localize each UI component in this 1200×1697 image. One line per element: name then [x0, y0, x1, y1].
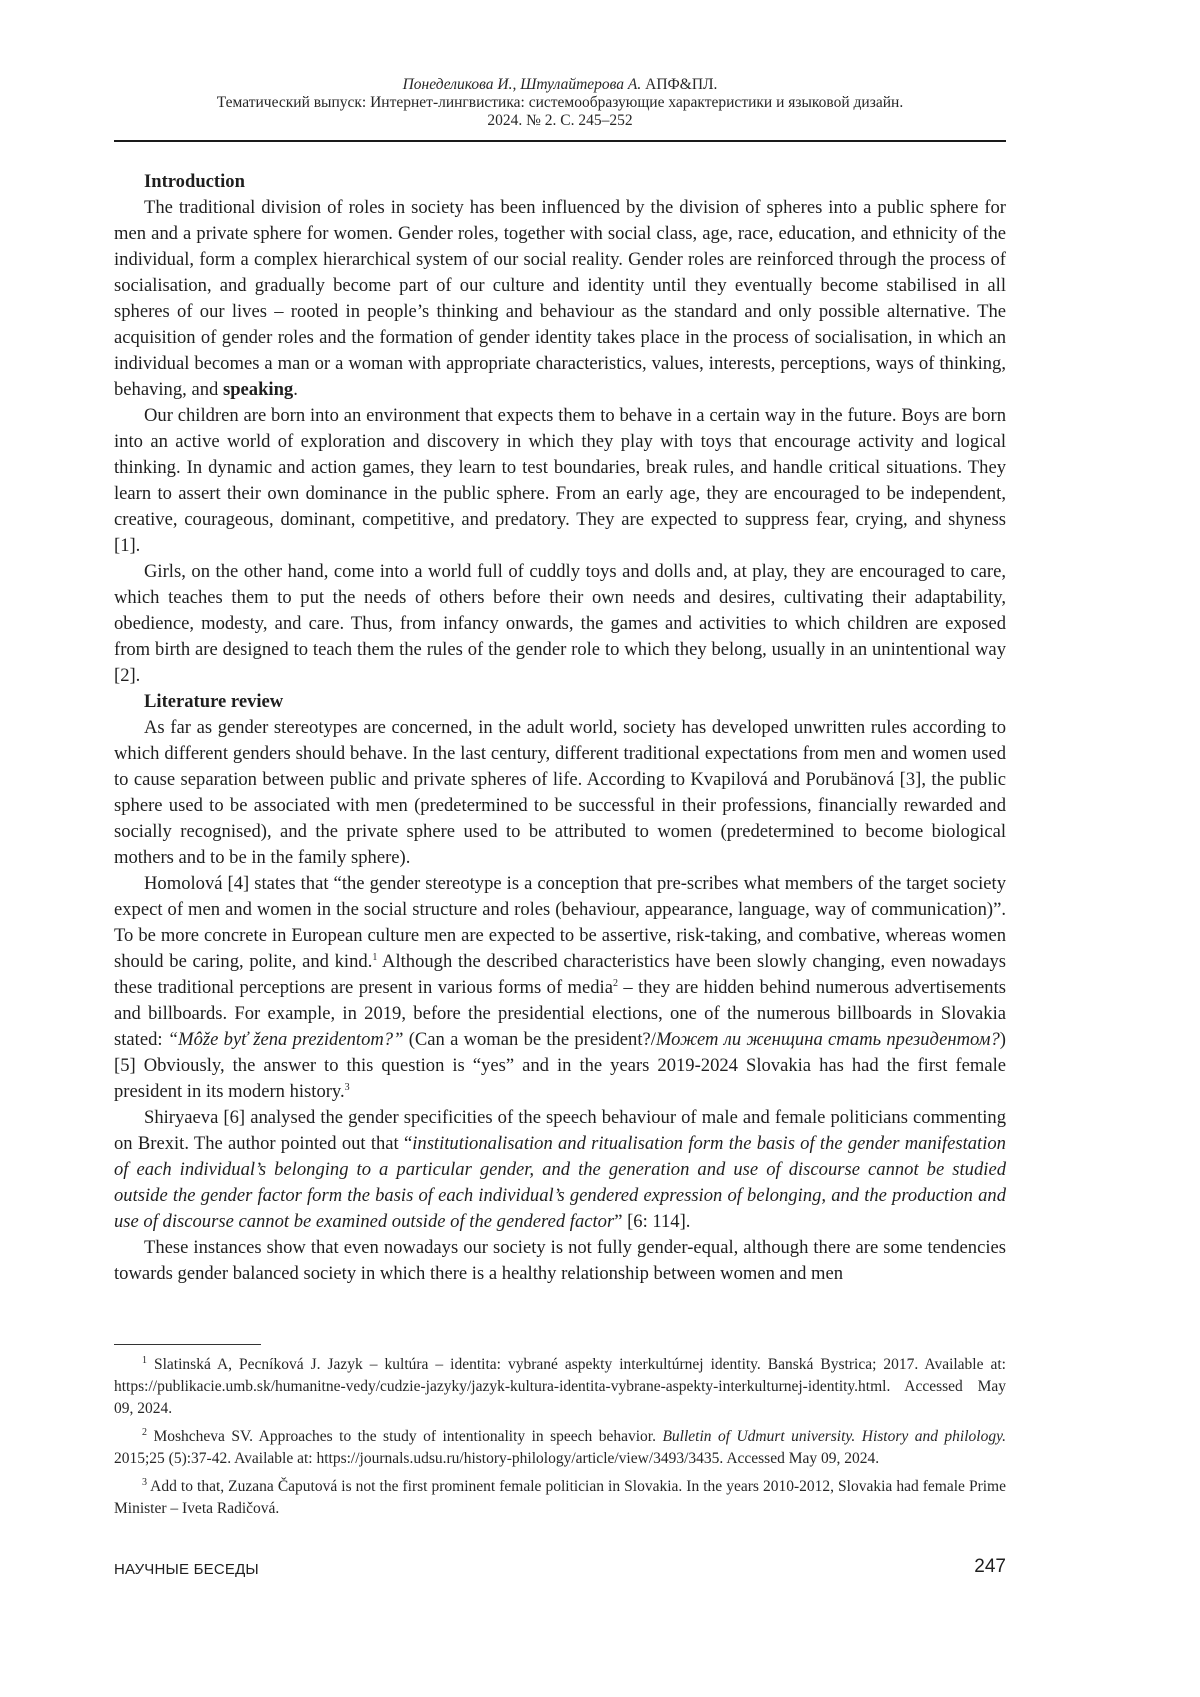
paragraph: Our children are born into an environment that expects them to behave in a certain way in the future. Boys are born into an active world of exploration and discovery in which they play with toys that encourage activity and logical thinking. In dynamic and action games, they learn to test boundaries, break rules, and handle critical situations. They learn to assert their own dominance in the public sphere. From an early age, they are encouraged to be independent, creative, courageous, dominant, competitive, and predatory. They are expected to suppress fear, crying, and shyness [1].: [114, 405, 1006, 556]
page-number: 247: [974, 1556, 1006, 1577]
footnote-text: Add to that, Zuzana Čaputová is not the first prominent female politician in Slovakia. In the years 2010-2012, Slovakia had female Prime Minister – Iveta Radičová.: [114, 1478, 1006, 1517]
running-header: [114, 76, 1006, 130]
footnote-2: [114, 1426, 1006, 1470]
article-body: [114, 169, 1006, 1287]
section-heading-introduction: Introduction: [144, 171, 245, 192]
quote-russian: Может ли женщина стать президентом?: [655, 1029, 1000, 1050]
footnote-ref[interactable]: 2: [612, 977, 618, 989]
footnote-number: 3: [142, 1476, 147, 1488]
header-divider: [114, 140, 1006, 142]
footnote-text: Moshcheva SV. Approaches to the study of intentionality in speech behavior.: [147, 1428, 663, 1445]
footnote-number: 2: [142, 1426, 147, 1438]
paragraph: [114, 871, 1006, 1105]
header-authors: Понеделикова И., Штулайтерова А.: [402, 76, 642, 93]
emphasis-bold: speaking: [222, 379, 294, 400]
paragraph-text: ) [5] Obviously, the answer to this question is “yes” and in the years 2019-2024 Slovakia has had the first female president in its modern history.: [114, 1029, 1006, 1102]
quote-slovak: “Môže byť žena prezidentom?”: [167, 1029, 404, 1050]
paragraph-text: Although the described characteristics have been slowly changing, even nowadays these traditional perceptions are present in various forms of media: [114, 951, 1007, 998]
paragraph: These instances show that even nowadays our society is not fully gender-equal, although there are some tendencies towards gender balanced society in which there is a healthy relationship between women and men: [114, 1237, 1006, 1284]
paragraph-text: Shiryaeva [6] analysed the gender specificities of the speech behaviour of male and female politicians commenting on Brexit. The author pointed out that “: [114, 1107, 1006, 1154]
header-issue-line: Тематический выпуск: Интернет-лингвистика: системообразующие характеристики и языковой дизайн.: [216, 94, 904, 111]
paragraph: As far as gender stereotypes are concerned, in the adult world, society has developed unwritten rules according to which different genders should behave. In the last century, different traditional expectations from men and women used to cause separation between public and private spheres of life. According to Kvapilová and Porubänová [3], the public sphere used to be associated with men (predetermined to be successful in their professions, financially rewarded and socially recognised), and the private sphere used to be attributed to women (predetermined to become biological mothers and to be in the family sphere).: [114, 717, 1006, 868]
footnote-1: [114, 1354, 1006, 1420]
header-journal-abbr: АПФ&ПЛ.: [641, 76, 718, 93]
footnote-3: [114, 1476, 1006, 1520]
paragraph-text: ” [6: 114].: [614, 1211, 691, 1232]
header-pages-line: 2024. № 2. С. 245–252: [487, 112, 633, 129]
footer-journal-name: НАУЧНЫЕ БЕСЕДЫ: [114, 1561, 259, 1578]
paragraph-text: The traditional division of roles in society has been influenced by the division of spheres into a public sphere for men and a private sphere for women. Gender roles, together with social class, age, race, education, and ethnicity of the individual, form a complex hierarchical system of our social reality. Gender roles are reinforced through the process of socialisation, and gradually become part of our culture and identity until they eventually become stabilised in all spheres of our lives – rooted in people’s thinking and behaviour as the standard and only possible alternative. The acquisition of gender roles and the formation of gender identity takes place in the process of socialisation, in which an individual becomes a man or a woman with appropriate characteristics, values, interests, perceptions, ways of thinking, behaving, and: [114, 197, 1006, 400]
footnote-text: 2015;25 (5):37-42. Available at: https://journals.udsu.ru/history-philology/article/view/3493/3435. Accessed May 09, 2024.: [114, 1450, 880, 1467]
paragraph: [114, 195, 1006, 403]
footnote-number: 1: [142, 1354, 147, 1366]
citation-authors-line: [114, 76, 1006, 94]
footnote-ref[interactable]: 3: [344, 1081, 350, 1093]
quote-italic: institutionalisation and ritualisation form the basis of the gender manifestation of each individual’s belonging to a particular gender, and the generation and use of discourse cannot be studied outside the gender factor form the basis of each individual’s gendered expression of belonging, and the production and use of discourse cannot be examined outside of the gendered factor: [114, 1133, 1006, 1232]
paragraph-text: Homolová [4] states that “the gender stereotype is a conception that pre-scribes what members of the target society expect of men and women in the social structure and roles (behaviour, appearance, language, way of communication)”. To be more concrete in European culture men are expected to be assertive, risk-taking, and combative, whereas women should be caring, polite, and kind.: [114, 873, 1006, 972]
paragraph: [114, 1105, 1006, 1235]
footnote-ref[interactable]: 1: [372, 951, 378, 963]
paragraph: Girls, on the other hand, come into a world full of cuddly toys and dolls and, at play, they are encouraged to care, which teaches them to put the needs of others before their own needs and desires, cultivating their adaptability, obedience, modesty, and care. Thus, from infancy onwards, the games and activities to which children are exposed from birth are designed to teach them the rules of the gender role to which they belong, usually in an unintentional way [2].: [114, 561, 1006, 686]
paragraph-text: .: [293, 379, 298, 400]
paragraph-text: (Can a woman be the president?/: [403, 1029, 656, 1050]
section-heading-literature-review: Literature review: [144, 691, 284, 712]
footnote-text: Slatinská A, Pecníková J. Jazyk – kultúra – identita: vybrané aspekty interkultúrnej identity. Banská Bystrica; 2017. Available at: https://publikacie.umb.sk/humanitne-vedy/cudzie-jazyky/jazyk-kultura-identita-vybrane-aspekty-interkulturnej-identity.html. Accessed May 09, 2024.: [114, 1356, 1006, 1417]
footnote-journal-title: Bulletin of Udmurt university. History and philology.: [662, 1428, 1006, 1445]
footnote-divider: [114, 1344, 261, 1345]
paragraph-text: – they are hidden behind numerous advertisements and billboards. For example, in 2019, before the presidential elections, one of the numerous billboards in Slovakia stated:: [114, 977, 1006, 1050]
footnotes: [114, 1354, 1006, 1526]
